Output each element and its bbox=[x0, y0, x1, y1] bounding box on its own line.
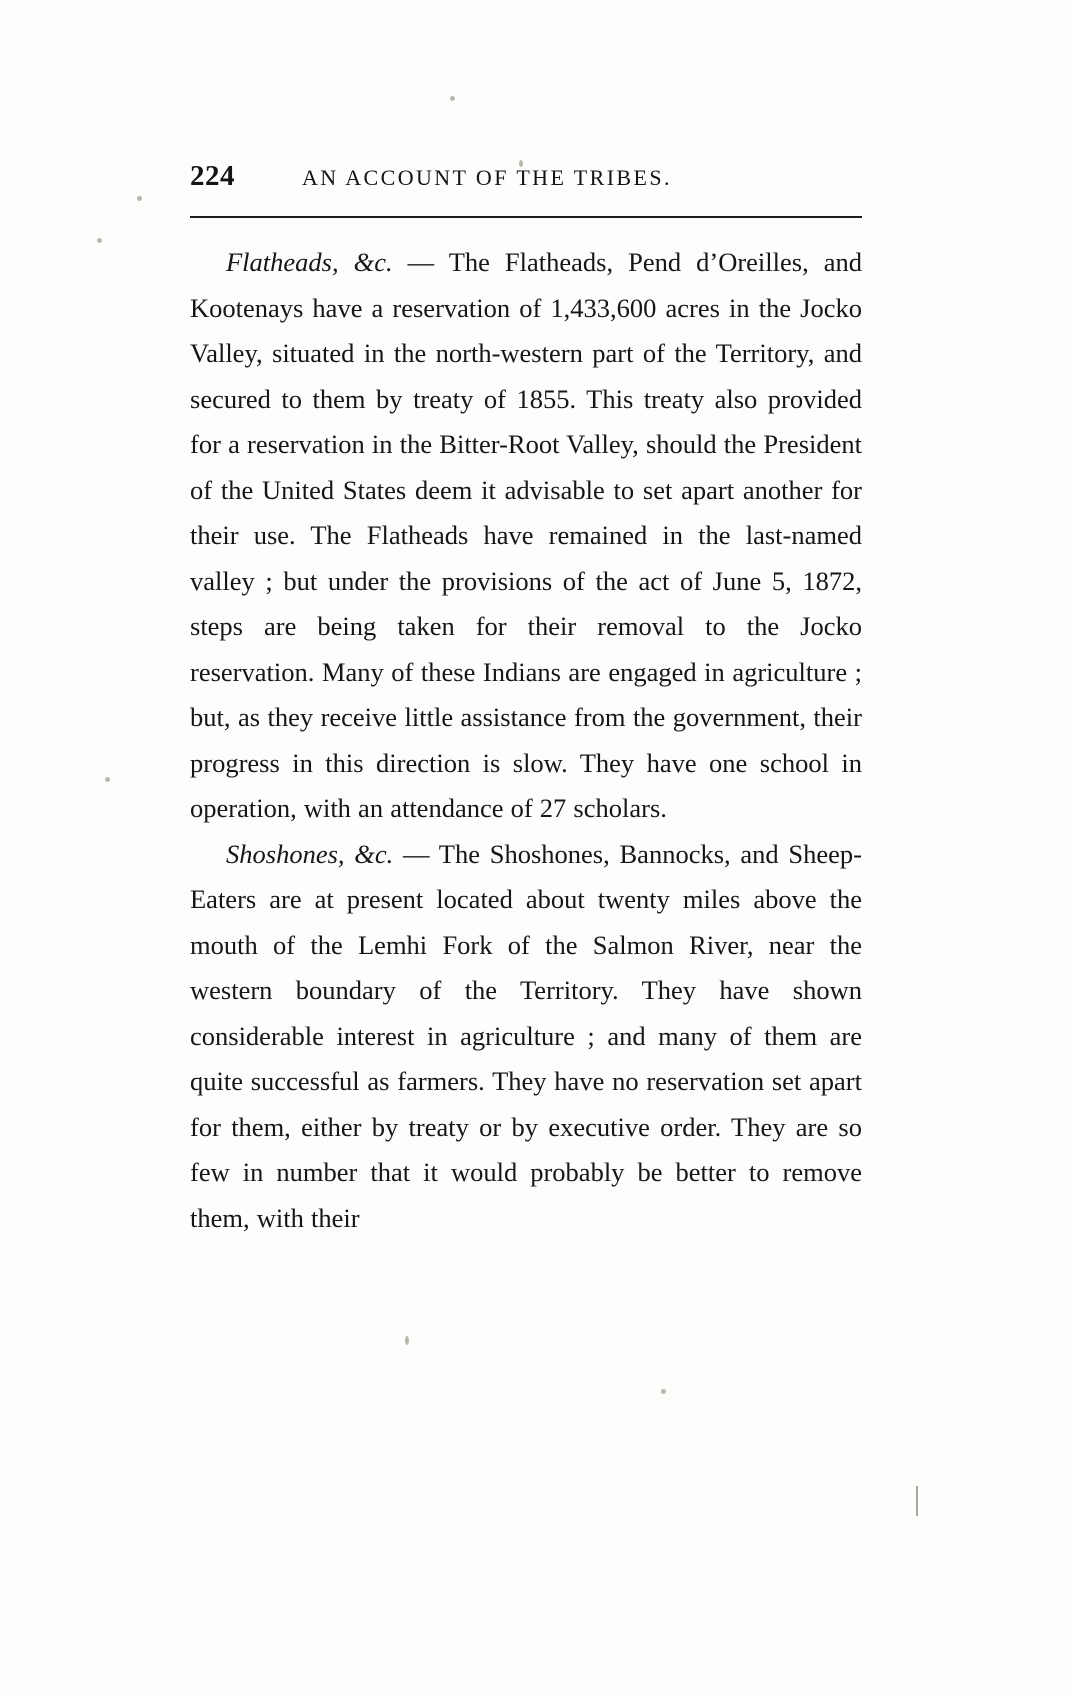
page-number: 224 bbox=[190, 160, 235, 192]
scan-speck bbox=[105, 777, 110, 782]
paragraph-dash-flatheads: — bbox=[392, 247, 449, 277]
paragraph-text-shoshones: The Shoshones, Bannocks, and Sheep-Eaters are at present located about twenty miles above the mouth of the Lemhi Fork of the Salmon River, near the western boundary of the Territory. They have shown considerable interest in agriculture ; and many of them are quite successful as farmers. They have no reservation set apart for them, either by treaty or by executive order. They are so few in number that it would probably be better to remove them, with their bbox=[190, 838, 862, 1233]
paragraph-dash-shoshones: — bbox=[393, 838, 439, 869]
page-content bbox=[190, 160, 862, 1241]
paragraph-lead-flatheads: Flatheads, &c. bbox=[226, 247, 393, 277]
scan-speck bbox=[405, 1336, 409, 1345]
running-head: AN ACCOUNT OF THE TRIBES. bbox=[302, 165, 672, 190]
scan-speck bbox=[661, 1389, 666, 1394]
paragraph-text-flatheads: The Flatheads, Pend d’Oreilles, and Kootenays have a reservation of 1,433,600 acres in the Jocko Valley, situated in the north-western part of the Territory, and secured to them by treaty of 1855. This treaty also provided for a reservation in the Bitter-Root Valley, should the President of the United States deem it advisable to set apart another for their use. The Flatheads have remained in the last-named valley ; but under the provisions of the act of June 5, 1872, steps are being taken for their removal to the Jocko reservation. Many of these Indians are engaged in agriculture ; but, as they receive little assistance from the government, their progress in this direction is slow. They have one school in operation, with an attendance of 27 scholars. bbox=[190, 247, 862, 823]
paragraph-shoshones bbox=[190, 832, 862, 1242]
scan-speck bbox=[450, 96, 455, 101]
paragraph-flatheads bbox=[190, 240, 862, 832]
scan-speck bbox=[137, 196, 142, 201]
page-edge-mark bbox=[916, 1486, 918, 1516]
scan-speck bbox=[97, 238, 102, 243]
header-rule bbox=[190, 216, 862, 218]
page-header bbox=[190, 160, 862, 204]
paragraph-lead-shoshones: Shoshones, &c. bbox=[226, 838, 394, 869]
